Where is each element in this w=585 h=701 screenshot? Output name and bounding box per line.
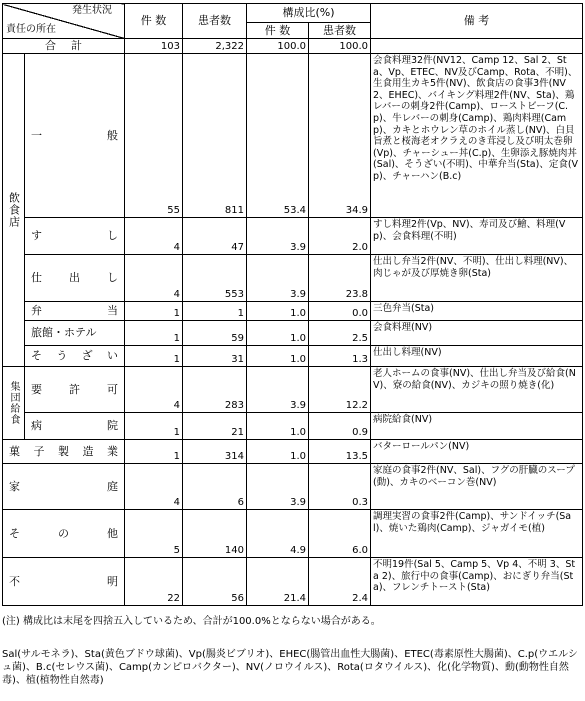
header-remarks: 備 考 xyxy=(371,4,583,39)
row-count: 1 xyxy=(125,302,183,321)
row-patients: 6 xyxy=(183,464,247,510)
total-remark xyxy=(371,39,583,54)
total-row xyxy=(3,39,583,54)
header-count: 件 数 xyxy=(125,4,183,39)
row-count: 1 xyxy=(125,440,183,464)
row-count: 1 xyxy=(125,321,183,346)
row-patients: 314 xyxy=(183,440,247,464)
row-ratio-patients: 12.2 xyxy=(309,367,371,413)
row-label-cell xyxy=(3,464,125,510)
row-label: そ う ざ い xyxy=(31,349,118,362)
row-remark: 会食料理(NV) xyxy=(371,321,583,346)
row-ratio-patients: 6.0 xyxy=(309,510,371,558)
row-ratio-count: 1.0 xyxy=(247,302,309,321)
row-label-cell xyxy=(25,218,125,255)
row-remark: 三色弁当(Sta) xyxy=(371,302,583,321)
row-ratio-patients: 34.9 xyxy=(309,54,371,218)
row-ratio-count: 1.0 xyxy=(247,321,309,346)
row-ratio-count: 3.9 xyxy=(247,464,309,510)
row-label: 弁 当 xyxy=(31,304,118,317)
row-label: す し xyxy=(31,229,118,242)
table-row xyxy=(3,346,583,367)
table-row xyxy=(3,510,583,558)
row-count: 4 xyxy=(125,464,183,510)
row-patients: 47 xyxy=(183,218,247,255)
row-ratio-patients: 0.0 xyxy=(309,302,371,321)
row-remark: 老人ホームの食事(NV)、仕出し弁当及び給食(NV)、寮の給食(NV)、カジキの照り焼き(化) xyxy=(371,367,583,413)
row-label: 要 許 可 xyxy=(31,382,118,396)
row-ratio-count: 21.4 xyxy=(247,558,309,606)
table-row xyxy=(3,413,583,440)
row-count: 4 xyxy=(125,218,183,255)
footnote-abbreviations: Sal(サルモネラ)、Sta(黄色ブドウ球菌)、Vp(腸炎ビブリオ)、EHEC(腸管出血性大腸菌)、ETEC(毒素原性大腸菌)、C.p(ウエルシュ菌)、B.c(セレウス菌)、Camp(カンピロバクター)、NV(ノロウイルス)、Rota(ロタウイルス)、化(化学物質)、動(動物性自然毒)、植(植物性自然毒) xyxy=(2,649,578,686)
row-patients: 59 xyxy=(183,321,247,346)
total-label: 合 計 xyxy=(45,39,82,52)
row-count: 55 xyxy=(125,54,183,218)
row-count: 1 xyxy=(125,346,183,367)
row-patients: 140 xyxy=(183,510,247,558)
row-remark: 調理実習の食事2件(Camp)、サンドイッチ(Sal)、焼いた鶏肉(Camp)、ジャガイモ(植) xyxy=(371,510,583,558)
row-ratio-count: 4.9 xyxy=(247,510,309,558)
row-ratio-patients: 1.3 xyxy=(309,346,371,367)
row-ratio-count: 3.9 xyxy=(247,255,309,302)
corner-bottom-label: 責任の所在 xyxy=(6,24,56,35)
row-label-cell xyxy=(25,255,125,302)
row-ratio-patients: 13.5 xyxy=(309,440,371,464)
row-label: 病 院 xyxy=(31,419,118,432)
row-patients: 31 xyxy=(183,346,247,367)
footnote-ratio: (注) 構成比は末尾を四捨五入しているため、合計が100.0%とならない場合がある。 xyxy=(2,616,381,627)
row-patients: 21 xyxy=(183,413,247,440)
row-patients: 811 xyxy=(183,54,247,218)
row-ratio-count: 3.9 xyxy=(247,367,309,413)
row-label-cell xyxy=(25,302,125,321)
table-row xyxy=(3,464,583,510)
table-row xyxy=(3,255,583,302)
row-label: 仕 出 し xyxy=(31,271,118,284)
row-label-cell xyxy=(25,413,125,440)
corner-top-label: 発生状況 xyxy=(72,5,112,16)
header-patients: 患者数 xyxy=(183,4,247,39)
table-row xyxy=(3,321,583,346)
row-label: 一 般 xyxy=(31,128,118,142)
total-patients: 2,322 xyxy=(183,39,247,54)
row-ratio-count: 3.9 xyxy=(247,218,309,255)
row-label-cell xyxy=(3,510,125,558)
row-remark: 仕出し弁当2件(NV、不明)、仕出し料理(NV)、肉じゃが及び厚焼き卵(Sta) xyxy=(371,255,583,302)
table-row xyxy=(3,367,583,413)
row-patients: 1 xyxy=(183,302,247,321)
table-row xyxy=(3,302,583,321)
row-label-cell xyxy=(25,321,125,346)
row-remark: 家庭の食事2件(NV、Sal)、フグの肝臓のスープ(動)、カキのベーコン巻(NV) xyxy=(371,464,583,510)
row-label-cell xyxy=(25,367,125,413)
row-count: 1 xyxy=(125,413,183,440)
row-patients: 283 xyxy=(183,367,247,413)
row-label: そ の 他 xyxy=(9,526,118,540)
table-row xyxy=(3,558,583,606)
total-ratio-patients: 100.0 xyxy=(309,39,371,54)
row-ratio-patients: 2.0 xyxy=(309,218,371,255)
row-remark: すし料理2件(Vp、NV)、寿司及び鱠、料理(Vp)、会食料理(不明) xyxy=(371,218,583,255)
row-ratio-patients: 2.5 xyxy=(309,321,371,346)
row-remark: 仕出し料理(NV) xyxy=(371,346,583,367)
incidents-table xyxy=(2,3,583,606)
row-ratio-patients: 0.3 xyxy=(309,464,371,510)
total-count: 103 xyxy=(125,39,183,54)
row-remark: 病院給食(NV) xyxy=(371,413,583,440)
row-ratio-count: 53.4 xyxy=(247,54,309,218)
row-count: 5 xyxy=(125,510,183,558)
header-ratio-patients: 患者数 xyxy=(309,23,371,39)
table-row xyxy=(3,440,583,464)
row-remark: 会食料理32件(NV12、Camp 12、Sal 2、Sta、Vp、ETEC、NV及びCamp、Rota、不明)、生食用生カキ5件(NV)、飲食店の食事3件(NV 2、EHEC)、バイキング料理2件(NV、Sta)、鶏レバーの刺身2件(Camp)、ローストビーフ(C.p)、牛レバーの刺身(Camp)、鶏肉料理(Camp)、カキとホウレン草のホイル蒸し(NV)、白貝旨煮と桜海老オクラえのき茸浸し及び明太巻卵(Vp)、チャーシュー丼(C.p)、生卵添え豚焼肉丼(Sal)、そうざい(不明)、中華弁当(Sta)、定食(Vp)、チャーハン(B.c) xyxy=(371,54,583,218)
row-label: 不 明 xyxy=(9,574,118,588)
header-ratio-count: 件 数 xyxy=(247,23,309,39)
group-label-group-meal: 集団給食 xyxy=(3,367,25,440)
row-patients: 553 xyxy=(183,255,247,302)
row-label: 家 庭 xyxy=(9,479,118,493)
row-ratio-patients: 23.8 xyxy=(309,255,371,302)
row-ratio-patients: 2.4 xyxy=(309,558,371,606)
row-label-cell xyxy=(25,346,125,367)
table-row xyxy=(3,54,583,218)
row-ratio-count: 1.0 xyxy=(247,440,309,464)
table-row xyxy=(3,218,583,255)
row-ratio-count: 1.0 xyxy=(247,413,309,440)
row-count: 22 xyxy=(125,558,183,606)
group-label-restaurant: 飲食店 xyxy=(3,54,25,367)
row-remark: バターロールパン(NV) xyxy=(371,440,583,464)
header-ratio: 構成比(%) xyxy=(247,4,371,23)
header-corner xyxy=(3,4,125,39)
row-count: 4 xyxy=(125,367,183,413)
row-patients: 56 xyxy=(183,558,247,606)
row-label-cell xyxy=(25,54,125,218)
row-remark: 不明19件(Sal 5、Camp 5、Vp 4、不明 3、Sta 2)、旅行中の食事(Camp)、おにぎり弁当(Sta)、フレンチトースト(Sta) xyxy=(371,558,583,606)
total-label-cell xyxy=(3,39,125,54)
row-label: 菓 子 製 造 業 xyxy=(9,444,118,458)
row-label-cell xyxy=(3,558,125,606)
row-ratio-count: 1.0 xyxy=(247,346,309,367)
total-ratio-count: 100.0 xyxy=(247,39,309,54)
row-count: 4 xyxy=(125,255,183,302)
row-ratio-patients: 0.9 xyxy=(309,413,371,440)
row-label: 旅館・ホテル xyxy=(31,326,97,339)
row-label-cell xyxy=(3,440,125,464)
